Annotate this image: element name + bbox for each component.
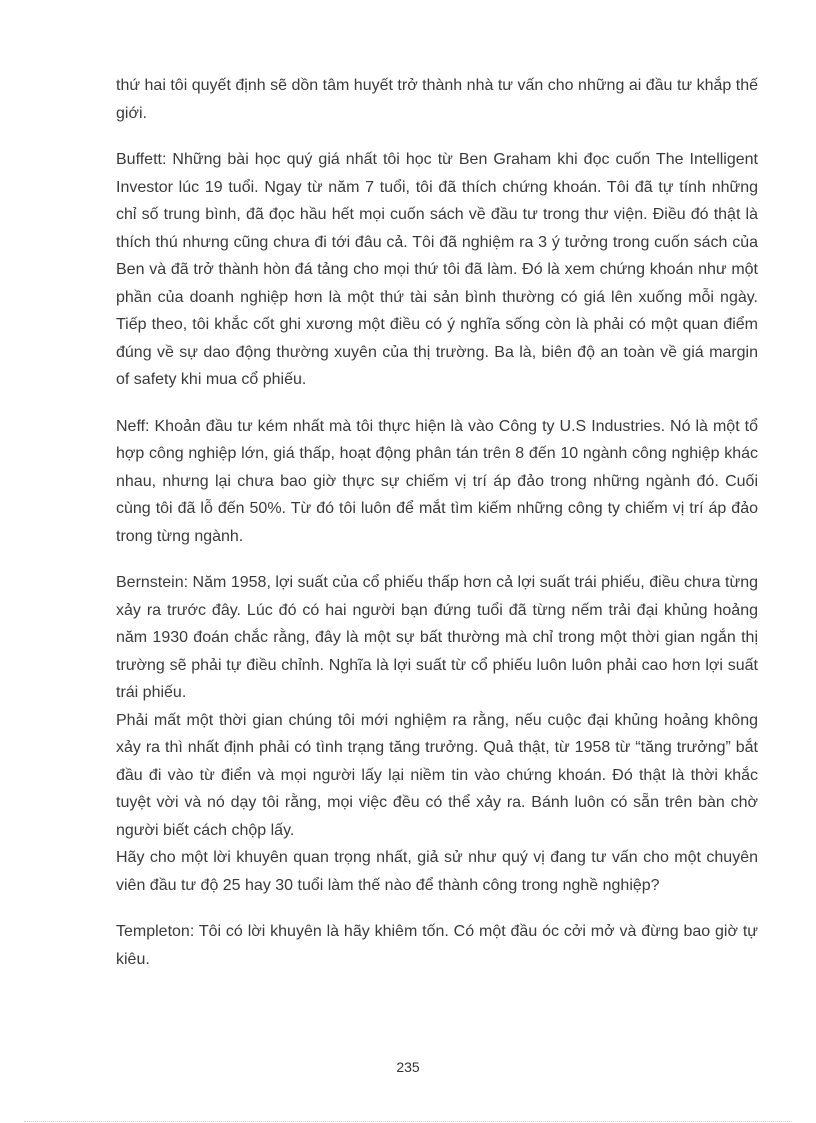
page-number: 235 — [396, 1059, 420, 1075]
paragraph-bernstein: Bernstein: Năm 1958, lợi suất của cổ phiếu thấp hơn cả lợi suất trái phiếu, điều chưa từng xảy ra trước đây. Lúc đó có hai người bạn đứng tuổi đã từng nếm trải đại khủng hoảng năm 1930 đoán chắc rằng, đây là một sự bất thường mà chỉ trong một thời gian ngắn thị trường sẽ phải tự điều chỉnh. Nghĩa là lợi suất từ cổ phiếu luôn luôn phải cao hơn lợi suất trái phiếu. — [116, 574, 758, 701]
paragraph-buffett: Buffett: Những bài học quý giá nhất tôi học từ Ben Graham khi đọc cuốn The Intelligent Investor lúc 19 tuổi. Ngay từ năm 7 tuổi, tôi đã thích chứng khoán. Tôi đã tự tính những chỉ số trung bình, đã đọc hầu hết mọi cuốn sách về đầu tư trong thư viện. Điều đó thật là thích thú nhưng cũng chưa đi tới đâu cả. Tôi đã nghiệm ra 3 ý tưởng trong cuốn sách của Ben và đã trở thành hòn đá tảng cho mọi thứ tôi đã làm. Đó là xem chứng khoán như một phần của doanh nghiệp hơn là một thứ tài sản bình thường có giá lên xuống mỗi ngày. Tiếp theo, tôi khắc cốt ghi xương một điều có ý nghĩa sống còn là phải có một quan điểm đúng về sự dao động thường xuyên của thị trường. Ba là, biên độ an toàn về giá margin of safety khi mua cổ phiếu. — [116, 151, 758, 388]
paragraph-question: Hãy cho một lời khuyên quan trọng nhất, giả sử như quý vị đang tư vấn cho một chuyên viên đầu tư độ 25 hay 30 tuổi làm thế nào để thành công trong nghề nghiệp? — [116, 849, 758, 894]
paragraph-intro-continuation: thứ hai tôi quyết định sẽ dồn tâm huyết trở thành nhà tư vấn cho những ai đầu tư khắp thế giới. — [116, 77, 758, 122]
page-bottom-divider — [24, 1121, 792, 1122]
document-body — [116, 72, 758, 992]
paragraph-neff: Neff: Khoản đầu tư kém nhất mà tôi thực hiện là vào Công ty U.S Industries. Nó là một tổ hợp công nghiệp lớn, giá thấp, hoạt động phân tán trên 8 đến 10 ngành công nghiệp khác nhau, nhưng lại chưa bao giờ thực sự chiếm vị trí áp đảo trong những ngành đó. Cuối cùng tôi đã lỗ đến 50%. Từ đó tôi luôn để mắt tìm kiếm những công ty chiếm vị trí áp đảo trong từng ngành. — [116, 417, 758, 545]
paragraph-bernstein-continued: Phải mất một thời gian chúng tôi mới nghiệm ra rằng, nếu cuộc đại khủng hoảng không xảy ra thì nhất định phải có tình trạng tăng trưởng. Quả thật, từ 1958 từ “tăng trưởng” bắt đầu đi vào từ điển và mọi người lấy lại niềm tin vào chứng khoán. Đó thật là thời khắc tuyệt vời và nó dạy tôi rằng, mọi việc đều có thể xảy ra. Bánh luôn có sẵn trên bàn chờ người biết cách chộp lấy. — [116, 711, 758, 839]
paragraph-templeton: Templeton: Tôi có lời khuyên là hãy khiêm tốn. Có một đầu óc cởi mở và đừng bao giờ tự kiêu. — [116, 923, 758, 968]
